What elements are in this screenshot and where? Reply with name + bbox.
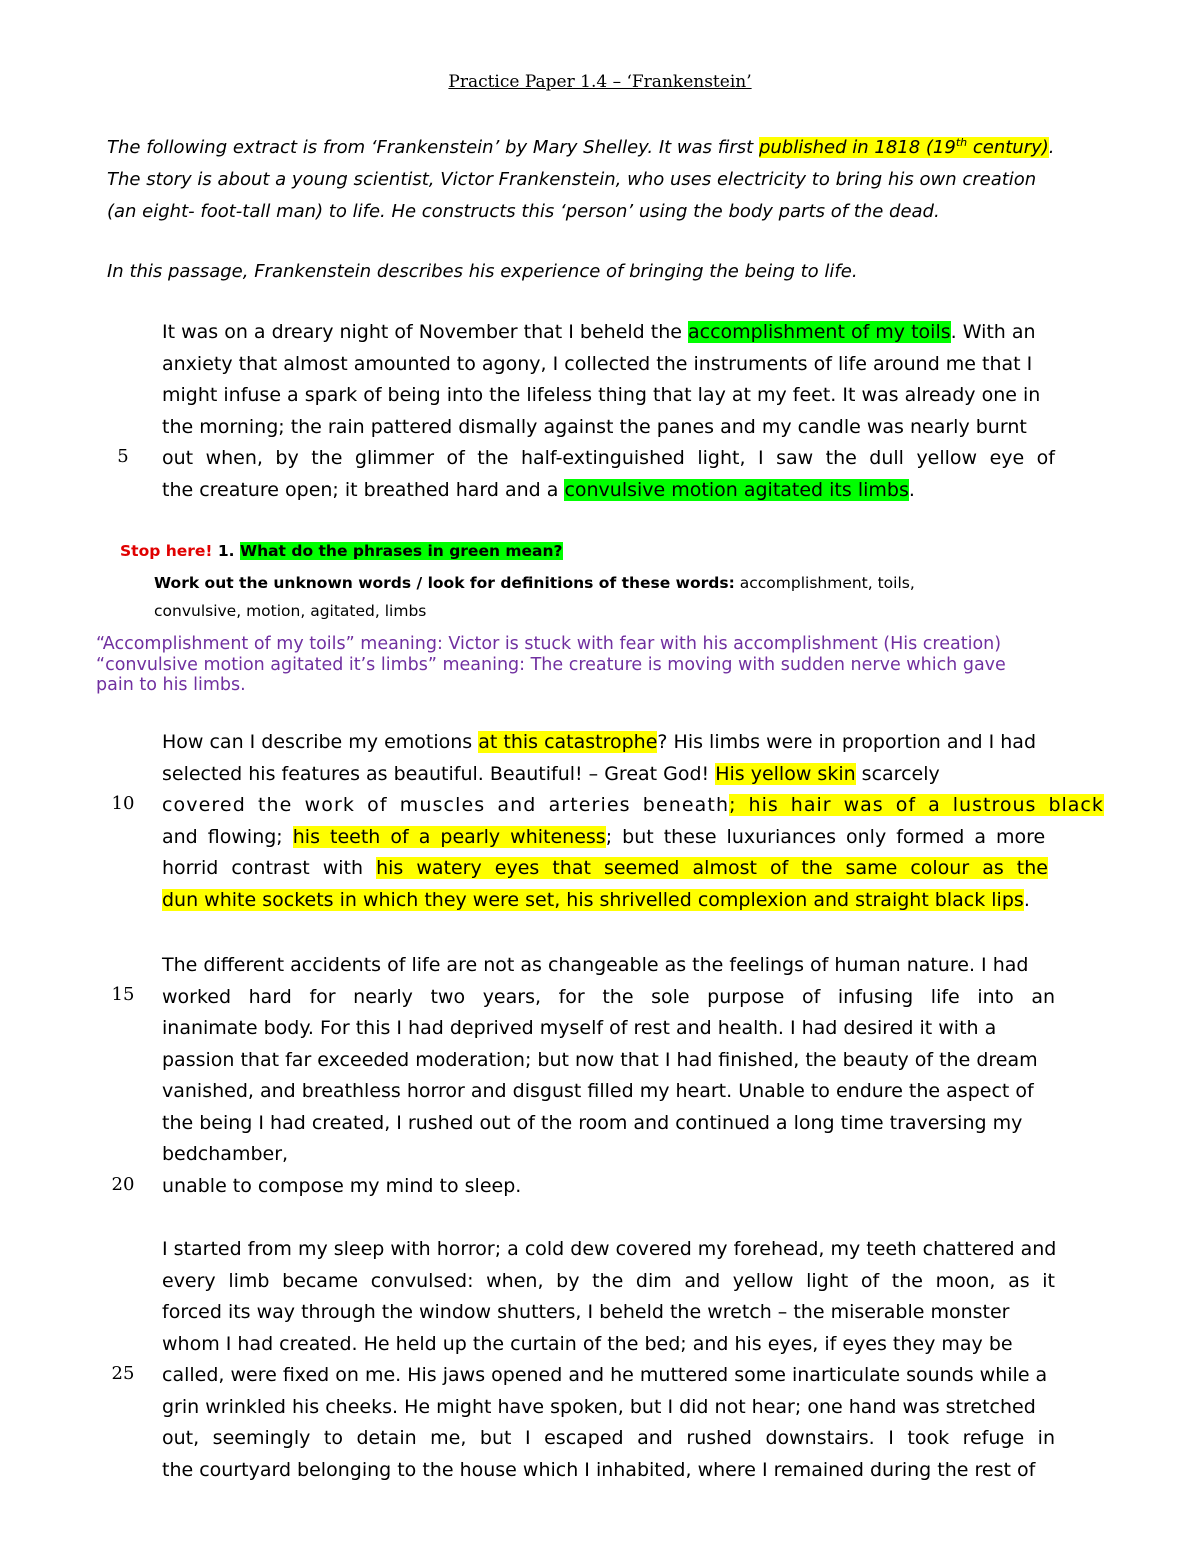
text-line: The different accidents of life are not as changeable as the feelings of human nature. I had xyxy=(162,954,1029,976)
answer-line: “Accomplishment of my toils” meaning: Victor is stuck with fear with his accomplishment (His creation) xyxy=(96,634,1002,654)
line-number: 10 xyxy=(111,793,135,814)
text-line: the morning; the rain pattered dismally against the panes and my candle was nearly burnt xyxy=(162,415,1027,438)
text-line: covered the work of muscles and arteries beneath; his hair was of a lustrous black xyxy=(162,794,1104,816)
answer-line: pain to his limbs. xyxy=(96,675,246,695)
text-line: whom I had created. He held up the curtain of the bed; and his eyes, if eyes they may be xyxy=(162,1332,1013,1355)
extract-paragraph-1 xyxy=(162,317,1055,506)
text-line: worked hard for nearly two years, for the sole purpose of infusing life into an xyxy=(162,985,1055,1008)
text-line: I started from my sleep with horror; a cold dew covered my forehead, my teeth chattered and xyxy=(162,1238,1057,1260)
question-instructions: Work out the unknown words / look for definitions of these words: accomplishment, toils, convulsive, motion, agitated, limbs xyxy=(154,574,915,620)
text-line: bedchamber, xyxy=(162,1143,289,1165)
text-line: out when, by the glimmer of the half-extinguished light, I saw the dull yellow eye of xyxy=(162,447,1055,469)
intro-text xyxy=(107,127,1107,228)
extract-paragraph-2 xyxy=(162,727,1104,916)
text-line: horrid contrast with his watery eyes that seemed almost of the same colour as the xyxy=(162,857,1048,879)
text-line: selected his features as beautiful. Beautiful! – Great God! His yellow skin scarcely xyxy=(162,762,940,785)
text-line: unable to compose my mind to sleep. xyxy=(162,1174,522,1197)
highlight-yellow: at this catastrophe xyxy=(478,731,658,753)
student-answers xyxy=(96,634,1126,696)
answer-line: “convulsive motion agitated it’s limbs” meaning: The creature is moving with sudden nerve which gave xyxy=(96,654,1006,675)
highlight-yellow: His yellow skin xyxy=(715,762,856,785)
intro-line-3: (an eight- foot-tall man) to life. He constructs this ‘person’ using the body parts of the dead. xyxy=(107,201,940,222)
extract-paragraph-4 xyxy=(162,1234,1055,1486)
text-line: vanished, and breathless horror and disgust filled my heart. Unable to endure the aspect of xyxy=(162,1080,1034,1102)
text-line: grin wrinkled his cheeks. He might have spoken, but I did not hear; one hand was stretched xyxy=(162,1395,1036,1418)
highlight-yellow: dun white sockets in which they were set, his shrivelled complexion and straight black lips xyxy=(162,888,1024,911)
line-number: 5 xyxy=(117,446,129,467)
highlight-yellow: his teeth of a pearly whiteness xyxy=(292,825,606,848)
line-number: 20 xyxy=(111,1174,135,1195)
highlight-yellow: published in 1818 (19th century) xyxy=(758,136,1049,158)
text-line: passion that far exceeded moderation; but now that I had finished, the beauty of the dream xyxy=(162,1048,1038,1071)
text-line: It was on a dreary night of November that I beheld the accomplishment of my toils. With an xyxy=(162,321,1036,343)
highlight-green: accomplishment of my toils xyxy=(687,321,951,343)
highlight-green: convulsive motion agitated its limbs xyxy=(564,478,909,501)
intro-passage-note: In this passage, Frankenstein describes his experience of bringing the being to life. xyxy=(107,261,858,282)
text-line: the being I had created, I rushed out of the room and continued a long time traversing my xyxy=(162,1111,1023,1134)
highlight-yellow: his watery eyes that seemed almost of the same colour as the xyxy=(376,857,1048,879)
extract-paragraph-3 xyxy=(162,950,1055,1202)
highlight-yellow: ; his hair was of a lustrous black xyxy=(729,794,1104,816)
text-line: called, were fixed on me. His jaws opened and he muttered some inarticulate sounds while a xyxy=(162,1364,1048,1386)
line-number: 15 xyxy=(111,984,135,1005)
question-text: What do the phrases in green mean? xyxy=(239,542,563,560)
text-line: every limb became convulsed: when, by the dim and yellow light of the moon, as it xyxy=(162,1269,1055,1292)
line-number: 25 xyxy=(111,1363,135,1384)
page-title: Practice Paper 1.4 – ‘Frankenstein’ xyxy=(448,72,752,92)
text-line: and flowing; his teeth of a pearly whiteness; but these luxuriances only formed a more xyxy=(162,825,1046,848)
text-line: inanimate body. For this I had deprived myself of rest and health. I had desired it with a xyxy=(162,1017,997,1039)
text-line: anxiety that almost amounted to agony, I collected the instruments of life around me that I xyxy=(162,352,1033,375)
text-line: How can I describe my emotions at this catastrophe? His limbs were in proportion and I had xyxy=(162,731,1037,753)
text-line: the courtyard belonging to the house which I inhabited, where I remained during the rest of xyxy=(162,1458,1036,1481)
intro-line-1: The following extract is from ‘Frankenstein’ by Mary Shelley. It was first published in 1818 (19th century). xyxy=(107,136,1055,158)
text-line: dun white sockets in which they were set, his shrivelled complexion and straight black lips. xyxy=(162,888,1030,911)
question-heading: Stop here! 1. What do the phrases in green mean? xyxy=(120,542,563,560)
text-line: forced its way through the window shutters, I beheld the wretch – the miserable monster xyxy=(162,1301,1010,1323)
text-line: might infuse a spark of being into the lifeless thing that lay at my feet. It was already one in xyxy=(162,384,1041,406)
stop-here-label: Stop here! xyxy=(120,542,213,560)
intro-line-2: The story is about a young scientist, Victor Frankenstein, who uses electricity to bring his own creation xyxy=(107,169,1037,190)
text-line: out, seemingly to detain me, but I escaped and rushed downstairs. I took refuge in xyxy=(162,1427,1055,1449)
text-line: the creature open; it breathed hard and a convulsive motion agitated its limbs. xyxy=(162,478,915,501)
